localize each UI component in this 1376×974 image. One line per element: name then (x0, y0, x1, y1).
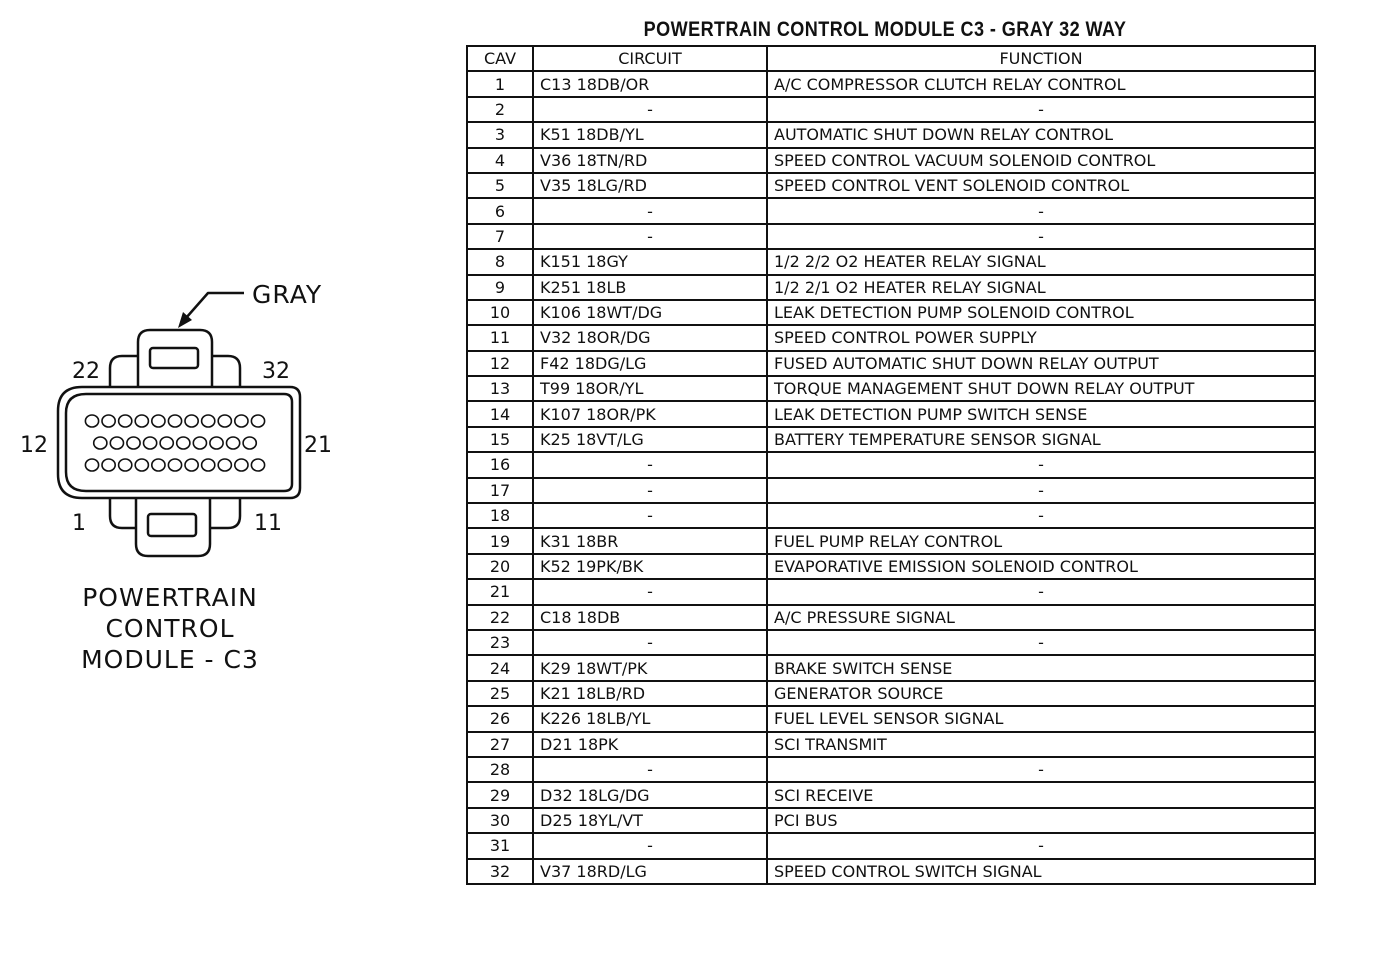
circuit-cell: D25 18YL/VT (533, 808, 767, 833)
pin-cavity (102, 415, 115, 427)
table-row (467, 452, 1315, 477)
circuit-cell: K151 18GY (533, 249, 767, 274)
pin-cavity (119, 415, 132, 427)
pin-cavity (110, 437, 123, 449)
function-cell: GENERATOR SOURCE (767, 681, 1315, 706)
table-row (467, 173, 1315, 198)
cav-cell: 27 (467, 732, 533, 757)
pin-label-32: 32 (262, 359, 290, 384)
function-cell: SCI TRANSMIT (767, 732, 1315, 757)
pin-cavity (127, 437, 140, 449)
connector-bottom-latch (148, 514, 196, 536)
table-row (467, 833, 1315, 858)
function-cell: - (767, 503, 1315, 528)
pin-cavity (218, 459, 231, 471)
circuit-cell: V37 18RD/LG (533, 859, 767, 884)
circuit-cell: K29 18WT/PK (533, 655, 767, 680)
table-row (467, 503, 1315, 528)
circuit-cell: V35 18LG/RD (533, 173, 767, 198)
connector-inner-shell (66, 394, 292, 491)
function-cell: TORQUE MANAGEMENT SHUT DOWN RELAY OUTPUT (767, 376, 1315, 401)
pin-cavity (235, 459, 248, 471)
function-cell: SCI RECEIVE (767, 782, 1315, 807)
cav-cell: 9 (467, 275, 533, 300)
function-cell: 1/2 2/2 O2 HEATER RELAY SIGNAL (767, 249, 1315, 274)
pin-cavity (168, 459, 181, 471)
cav-cell: 21 (467, 579, 533, 604)
pin-cavity (135, 415, 148, 427)
table-row (467, 859, 1315, 884)
table-row (467, 605, 1315, 630)
table-row (467, 757, 1315, 782)
connector-top-latch (150, 348, 198, 368)
circuit-cell: - (533, 198, 767, 223)
pin-cavity (119, 459, 132, 471)
gray-pointer-line (186, 293, 244, 318)
cav-cell: 30 (467, 808, 533, 833)
pin-cavity (251, 459, 264, 471)
cav-cell: 6 (467, 198, 533, 223)
connector-left-rib-top (110, 356, 138, 387)
function-cell: LEAK DETECTION PUMP SWITCH SENSE (767, 401, 1315, 426)
pin-cavity (202, 415, 215, 427)
cav-cell: 2 (467, 97, 533, 122)
pin-cavity (168, 415, 181, 427)
circuit-cell: K226 18LB/YL (533, 706, 767, 731)
circuit-cell: K21 18LB/RD (533, 681, 767, 706)
function-cell: SPEED CONTROL VENT SOLENOID CONTROL (767, 173, 1315, 198)
table-row (467, 478, 1315, 503)
circuit-cell: C13 18DB/OR (533, 71, 767, 96)
function-cell: - (767, 97, 1315, 122)
function-cell: AUTOMATIC SHUT DOWN RELAY CONTROL (767, 122, 1315, 147)
function-cell: - (767, 630, 1315, 655)
pin-cavity (160, 437, 173, 449)
header-circuit: CIRCUIT (533, 46, 767, 71)
pin-cavity (185, 415, 198, 427)
function-cell: - (767, 579, 1315, 604)
cav-cell: 16 (467, 452, 533, 477)
circuit-cell: D21 18PK (533, 732, 767, 757)
pinout-table (466, 45, 1316, 885)
function-cell: SPEED CONTROL VACUUM SOLENOID CONTROL (767, 148, 1315, 173)
cav-cell: 17 (467, 478, 533, 503)
pin-cavity (102, 459, 115, 471)
table-row (467, 579, 1315, 604)
cav-cell: 22 (467, 605, 533, 630)
function-cell: SPEED CONTROL POWER SUPPLY (767, 325, 1315, 350)
circuit-cell: - (533, 833, 767, 858)
function-cell: A/C PRESSURE SIGNAL (767, 605, 1315, 630)
function-cell: 1/2 2/1 O2 HEATER RELAY SIGNAL (767, 275, 1315, 300)
pin-cavity (227, 437, 240, 449)
cav-cell: 25 (467, 681, 533, 706)
circuit-cell: F42 18DG/LG (533, 351, 767, 376)
connector-right-rib-top (212, 356, 240, 387)
table-title: POWERTRAIN CONTROL MODULE C3 - GRAY 32 WAY (643, 18, 1127, 41)
table-row (467, 224, 1315, 249)
circuit-cell: - (533, 503, 767, 528)
table-row (467, 249, 1315, 274)
header-function: FUNCTION (767, 46, 1315, 71)
table-row (467, 401, 1315, 426)
caption-line-3: MODULE - C3 (81, 645, 259, 674)
cav-cell: 7 (467, 224, 533, 249)
pin-cavity (144, 437, 157, 449)
cav-cell: 19 (467, 528, 533, 553)
table-row (467, 808, 1315, 833)
pin-cavity (251, 415, 264, 427)
table-header-row (467, 46, 1315, 71)
connector-diagram (0, 0, 460, 974)
table-row (467, 300, 1315, 325)
table-row (467, 630, 1315, 655)
pin-cavity (135, 459, 148, 471)
function-cell: - (767, 224, 1315, 249)
circuit-cell: K52 19PK/BK (533, 554, 767, 579)
cav-cell: 10 (467, 300, 533, 325)
pin-label-11: 11 (254, 511, 282, 536)
cav-cell: 20 (467, 554, 533, 579)
circuit-cell: - (533, 757, 767, 782)
pin-cavity (243, 437, 256, 449)
cav-cell: 23 (467, 630, 533, 655)
circuit-cell: - (533, 224, 767, 249)
function-cell: FUEL PUMP RELAY CONTROL (767, 528, 1315, 553)
cav-cell: 14 (467, 401, 533, 426)
function-cell: SPEED CONTROL SWITCH SIGNAL (767, 859, 1315, 884)
table-row (467, 681, 1315, 706)
pin-grid (85, 415, 264, 471)
table-row (467, 782, 1315, 807)
pin-cavity (177, 437, 190, 449)
pin-cavity (152, 459, 165, 471)
pin-label-1: 1 (72, 511, 86, 536)
cav-cell: 3 (467, 122, 533, 147)
circuit-cell: D32 18LG/DG (533, 782, 767, 807)
circuit-cell: K107 18OR/PK (533, 401, 767, 426)
function-cell: - (767, 757, 1315, 782)
function-cell: FUSED AUTOMATIC SHUT DOWN RELAY OUTPUT (767, 351, 1315, 376)
circuit-cell: V32 18OR/DG (533, 325, 767, 350)
table-row (467, 706, 1315, 731)
cav-cell: 5 (467, 173, 533, 198)
table-row (467, 427, 1315, 452)
cav-cell: 24 (467, 655, 533, 680)
function-cell: BATTERY TEMPERATURE SENSOR SIGNAL (767, 427, 1315, 452)
caption-line-1: POWERTRAIN (82, 583, 258, 612)
cav-cell: 29 (467, 782, 533, 807)
table-row (467, 71, 1315, 96)
connector-left-rib-bottom (110, 498, 136, 528)
cav-cell: 13 (467, 376, 533, 401)
pin-label-21: 21 (304, 433, 332, 458)
table-row (467, 655, 1315, 680)
circuit-cell: T99 18OR/YL (533, 376, 767, 401)
pin-cavity (202, 459, 215, 471)
pin-cavity (185, 459, 198, 471)
function-cell: - (767, 198, 1315, 223)
cav-cell: 12 (467, 351, 533, 376)
function-cell: FUEL LEVEL SENSOR SIGNAL (767, 706, 1315, 731)
pin-cavity (218, 415, 231, 427)
cav-cell: 11 (467, 325, 533, 350)
caption-line-2: CONTROL (105, 614, 235, 643)
cav-cell: 28 (467, 757, 533, 782)
pin-cavity (85, 415, 98, 427)
cav-cell: 32 (467, 859, 533, 884)
gray-label: GRAY (252, 280, 323, 309)
circuit-cell: - (533, 630, 767, 655)
function-cell: BRAKE SWITCH SENSE (767, 655, 1315, 680)
table-row (467, 97, 1315, 122)
cav-cell: 8 (467, 249, 533, 274)
table-row (467, 554, 1315, 579)
pin-cavity (235, 415, 248, 427)
circuit-cell: K31 18BR (533, 528, 767, 553)
table-row (467, 732, 1315, 757)
function-cell: - (767, 452, 1315, 477)
pin-label-12: 12 (20, 433, 48, 458)
circuit-cell: - (533, 579, 767, 604)
function-cell: A/C COMPRESSOR CLUTCH RELAY CONTROL (767, 71, 1315, 96)
table-row (467, 198, 1315, 223)
table-row (467, 275, 1315, 300)
function-cell: LEAK DETECTION PUMP SOLENOID CONTROL (767, 300, 1315, 325)
cav-cell: 26 (467, 706, 533, 731)
connector-caption (30, 582, 310, 675)
table-row (467, 148, 1315, 173)
circuit-cell: V36 18TN/RD (533, 148, 767, 173)
cav-cell: 15 (467, 427, 533, 452)
function-cell: PCI BUS (767, 808, 1315, 833)
circuit-cell: K25 18VT/LG (533, 427, 767, 452)
pin-cavity (210, 437, 223, 449)
circuit-cell: - (533, 97, 767, 122)
table-row (467, 325, 1315, 350)
connector-right-rib-bottom (210, 498, 240, 528)
cav-cell: 4 (467, 148, 533, 173)
circuit-cell: K106 18WT/DG (533, 300, 767, 325)
header-cav: CAV (467, 46, 533, 71)
pin-label-22: 22 (72, 359, 100, 384)
circuit-cell: - (533, 478, 767, 503)
circuit-cell: - (533, 452, 767, 477)
table-row (467, 376, 1315, 401)
cav-cell: 18 (467, 503, 533, 528)
circuit-cell: C18 18DB (533, 605, 767, 630)
table-row (467, 528, 1315, 553)
pin-cavity (152, 415, 165, 427)
table-row (467, 122, 1315, 147)
cav-cell: 1 (467, 71, 533, 96)
table-row (467, 351, 1315, 376)
function-cell: EVAPORATIVE EMISSION SOLENOID CONTROL (767, 554, 1315, 579)
function-cell: - (767, 833, 1315, 858)
function-cell: - (767, 478, 1315, 503)
pinout-table-body (467, 71, 1315, 884)
pin-cavity (193, 437, 206, 449)
pin-cavity (94, 437, 107, 449)
pin-cavity (85, 459, 98, 471)
circuit-cell: K251 18LB (533, 275, 767, 300)
cav-cell: 31 (467, 833, 533, 858)
circuit-cell: K51 18DB/YL (533, 122, 767, 147)
